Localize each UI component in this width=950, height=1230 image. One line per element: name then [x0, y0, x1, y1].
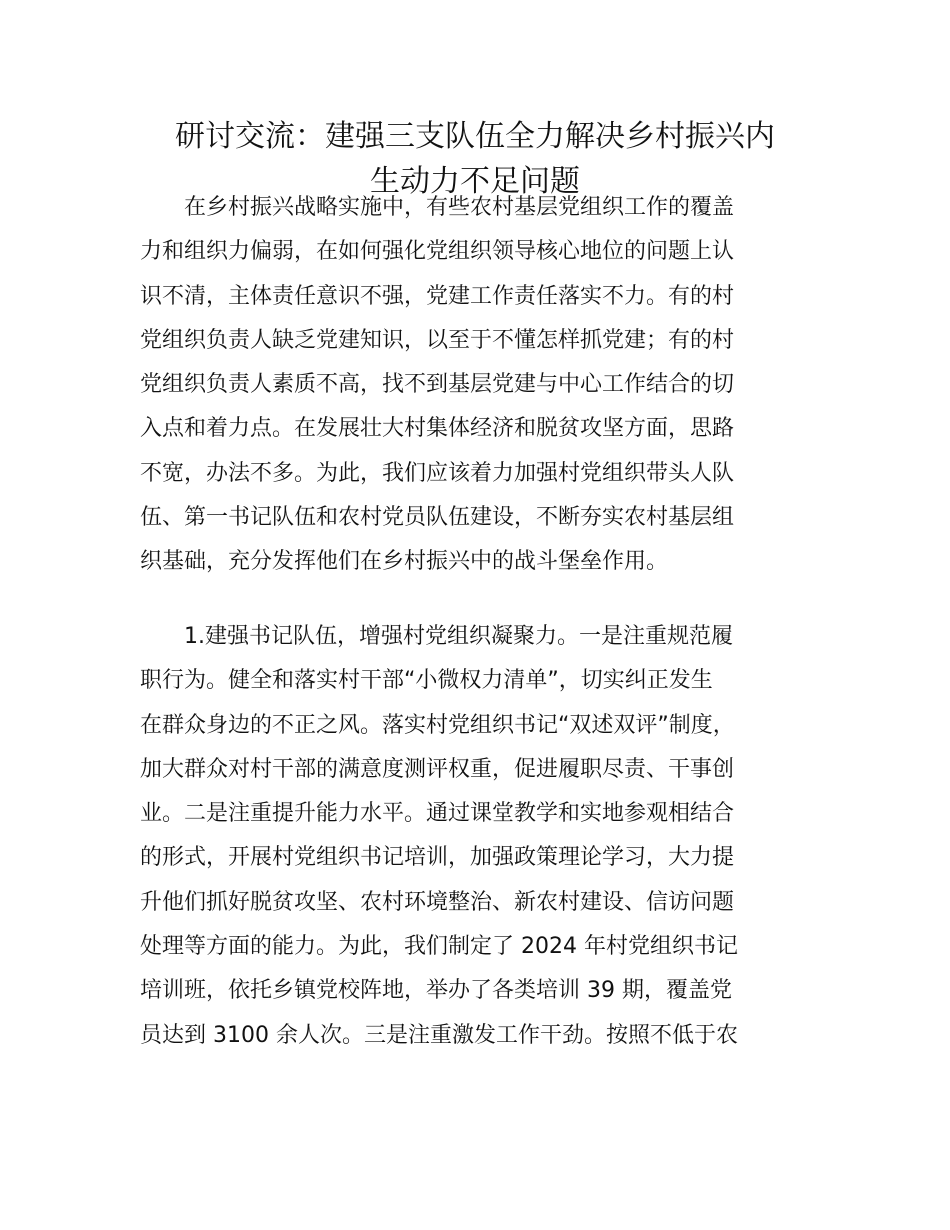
text-line: 业。二是注重提升能力水平。通过课堂教学和实地参观相结合 [140, 801, 735, 827]
text-line: 职行为。健全和落实村干部“小微权力清单”，切实纠正发生 [140, 668, 713, 694]
text-line: 党组织负责人素质不高，找不到基层党建与中心工作结合的切 [140, 372, 735, 398]
text-line: 织基础，充分发挥他们在乡村振兴中的战斗堡垒作用。 [140, 549, 669, 575]
text-line: 员达到 3100 余人次。三是注重激发工作干劲。按照不低于农 [140, 1022, 738, 1048]
paragraph-section-1 [140, 615, 840, 1058]
text-line: 在群众身边的不正之风。落实村党组织书记“双述双评”制度， [140, 712, 735, 738]
title-line: 生动力不足问题 [370, 164, 580, 199]
title-line: 研讨交流：建强三支队伍全力解决乡村振兴内 [175, 119, 775, 154]
text-line: 加大群众对村干部的满意度测评权重，促进履职尽责、干事创 [140, 756, 735, 782]
text-line: 培训班，依托乡镇党校阵地，举办了各类培训 39 期，覆盖党 [140, 978, 732, 1004]
text-line: 1.建强书记队伍，增强村党组织凝聚力。一是注重规范履 [140, 624, 733, 649]
text-line: 不宽，办法不多。为此，我们应该着力加强村党组织带头人队 [140, 460, 735, 486]
paragraph-intro [140, 186, 840, 585]
text-line: 处理等方面的能力。为此，我们制定了 2024 年村党组织书记 [140, 934, 738, 960]
text-line: 力和组织力偏弱，在如何强化党组织领导核心地位的问题上认 [140, 239, 735, 265]
text-line: 入点和着力点。在发展壮大村集体经济和脱贫攻坚方面，思路 [140, 416, 735, 442]
text-line: 在乡村振兴战略实施中，有些农村基层党组织工作的覆盖 [140, 195, 735, 220]
text-line: 伍、第一书记队伍和农村党员队伍建设，不断夯实农村基层组 [140, 505, 735, 531]
text-line: 党组织负责人缺乏党建知识，以至于不懂怎样抓党建；有的村 [140, 327, 735, 353]
text-line: 的形式，开展村党组织书记培训，加强政策理论学习，大力提 [140, 845, 735, 871]
text-line: 升他们抓好脱贫攻坚、农村环境整治、新农村建设、信访问题 [140, 889, 735, 915]
text-line: 识不清，主体责任意识不强，党建工作责任落实不力。有的村 [140, 283, 735, 309]
